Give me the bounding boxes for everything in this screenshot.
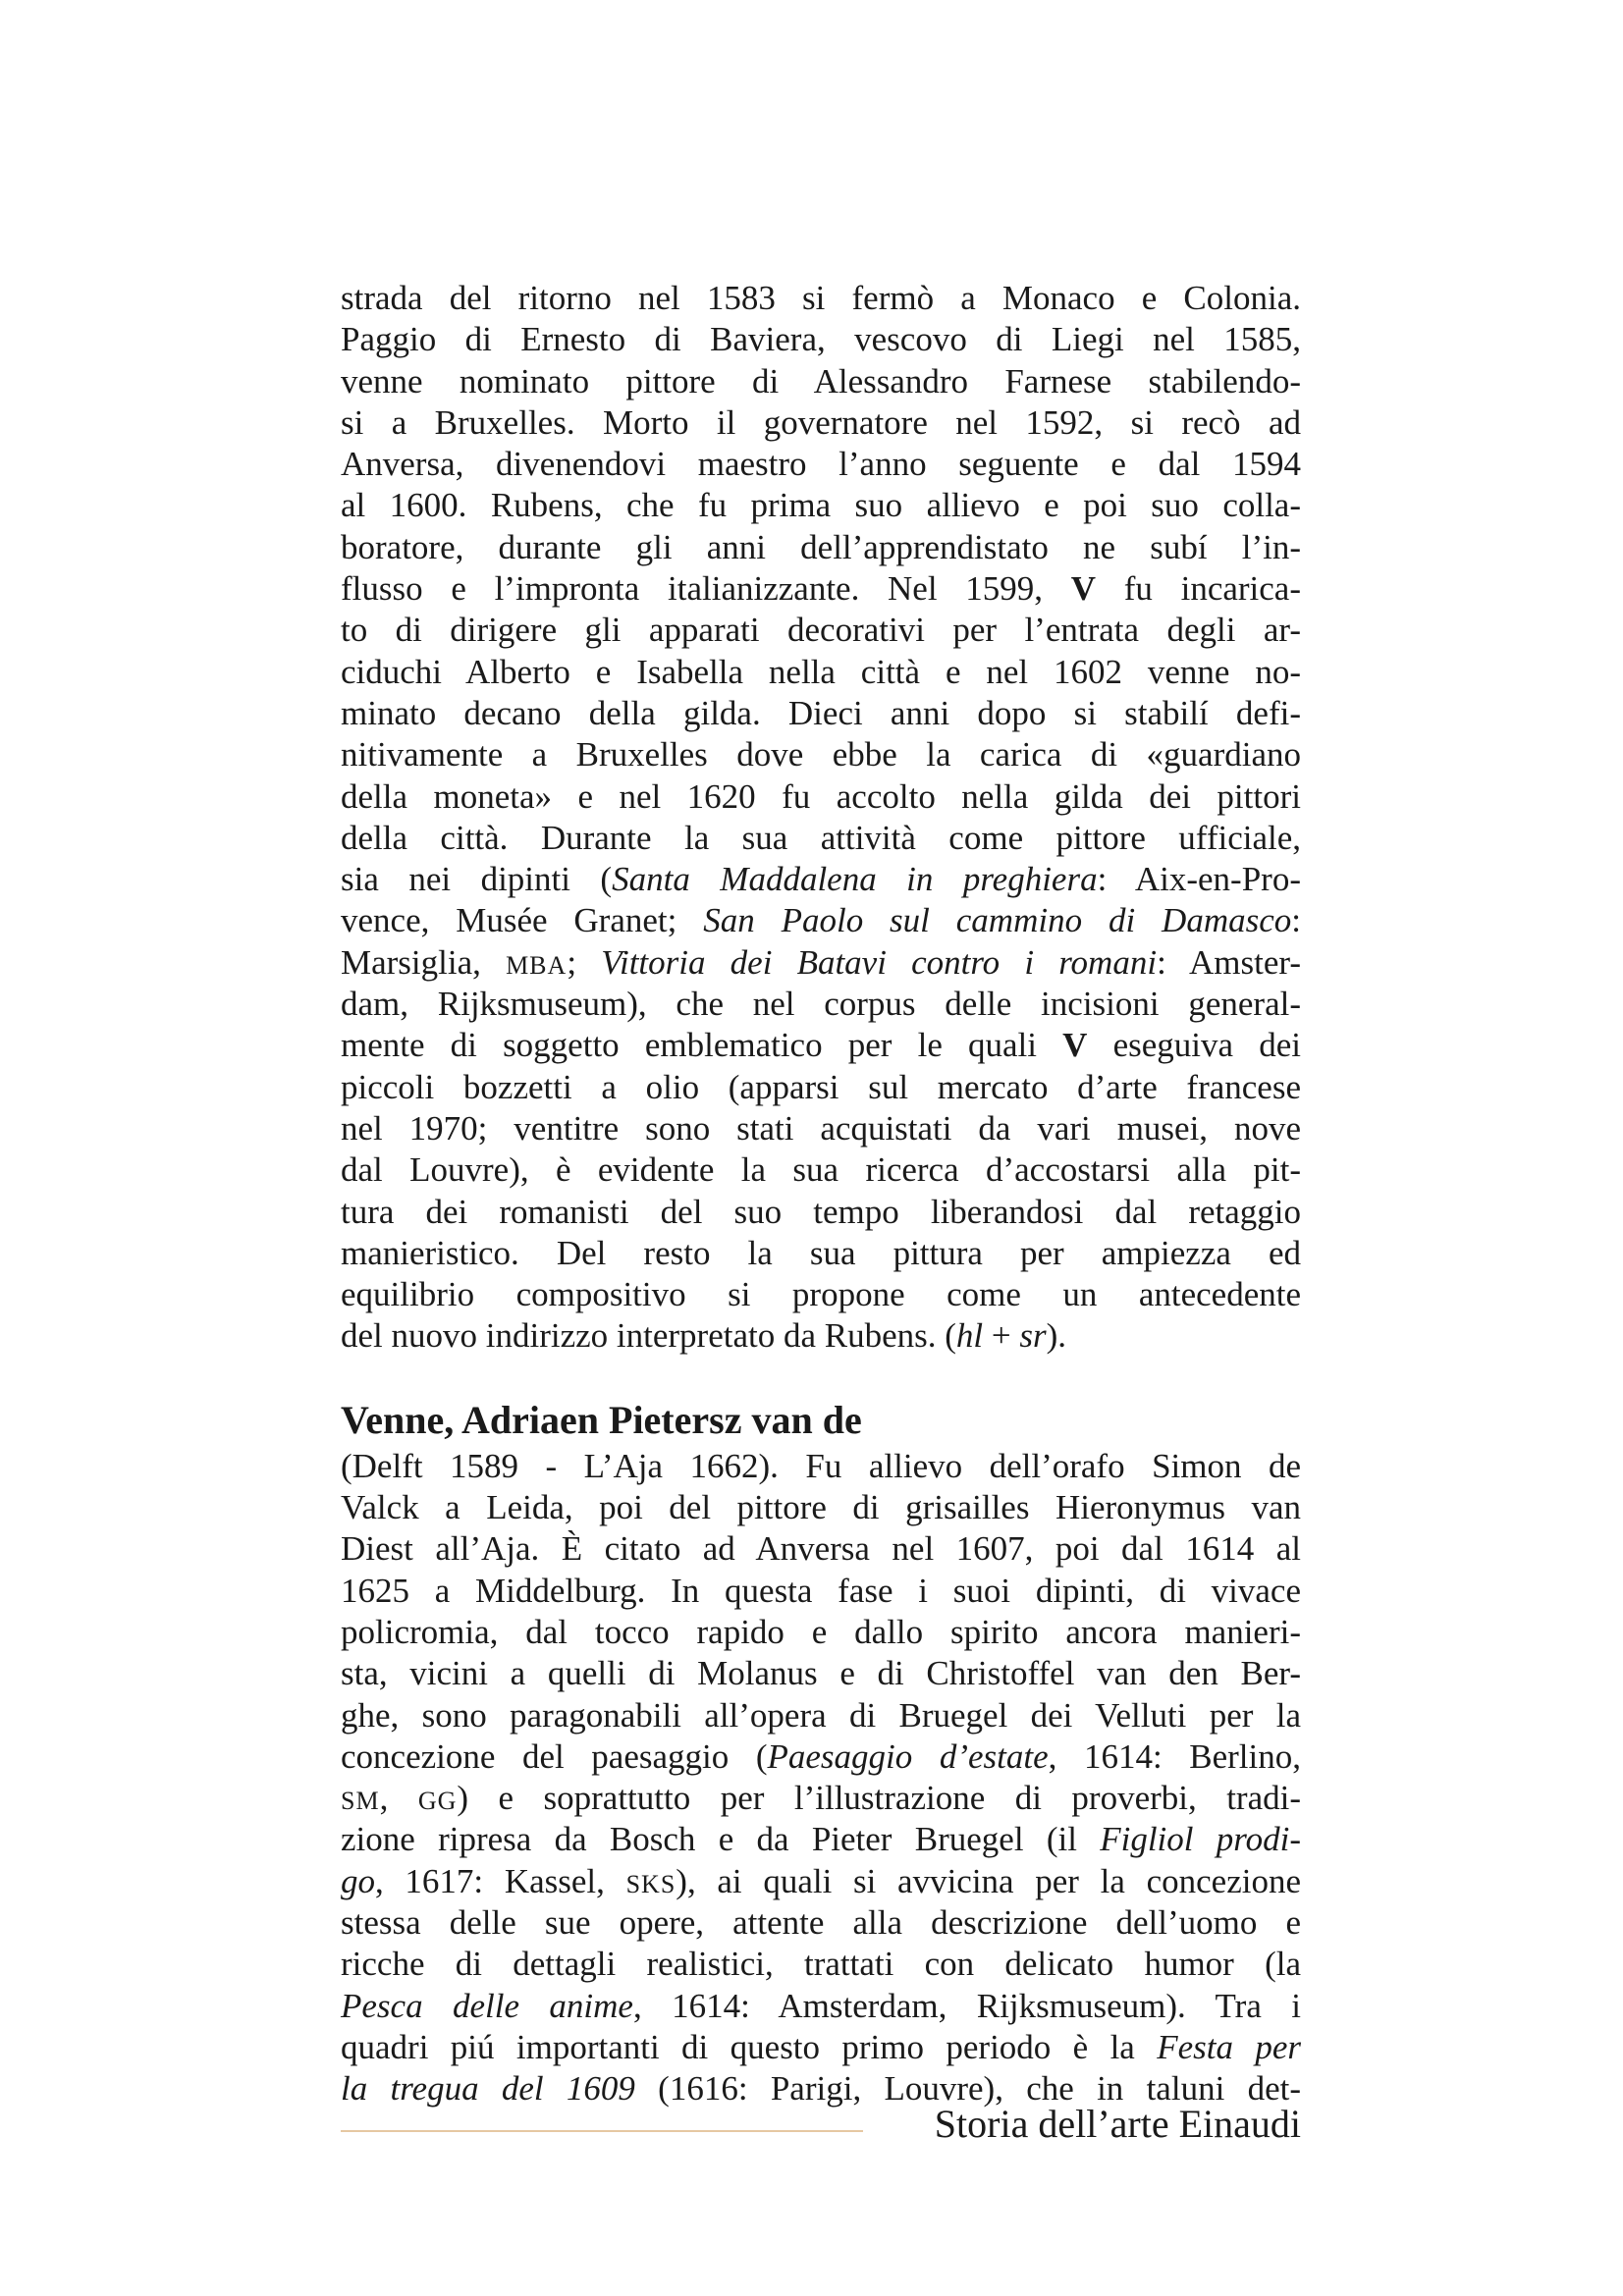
page-footer (341, 2085, 1301, 2144)
text-span: sta, vicini a quelli di Molanus e di Christoffel van den Ber- (341, 1654, 1301, 1693)
small-caps-abbrev: GG (417, 1787, 458, 1816)
italic-title: la tregua del 1609 (341, 2069, 635, 2109)
text-line (341, 1528, 1301, 1570)
text-span: ). (1046, 1316, 1067, 1356)
text-span: piccoli bozzetti a olio (apparsi sul mercato d’arte francese (341, 1067, 1301, 1106)
text-span: ; (567, 942, 602, 982)
italic-title: Santa Maddalena in preghiera (612, 860, 1098, 899)
text-span: ) e soprattutto per l’illustrazione di proverbi, tradi- (457, 1779, 1302, 1818)
text-span: sia nei dipinti ( (341, 860, 613, 899)
text-line (341, 1149, 1301, 1191)
text-span: stessa delle sue opere, attente alla descrizione dell’uomo e (341, 1902, 1301, 1942)
italic-title: sr (1019, 1316, 1047, 1356)
text-span: boratore, durante gli anni dell’apprendistato ne subí l’in- (341, 527, 1301, 566)
text-span: to di dirigere gli apparati decorativi per l’entrata degli ar- (341, 611, 1301, 650)
text-span: : Aix-en-Pro- (1097, 860, 1301, 899)
text-line (341, 485, 1301, 526)
text-line (341, 1736, 1301, 1778)
text-span: Diest all’Aja. È citato ad Anversa nel 1607, poi dal 1614 al (341, 1529, 1301, 1569)
text-span: del nuovo indirizzo interpretato da Rubens. ( (341, 1316, 956, 1356)
text-span: della città. Durante la sua attività come pittore ufficiale, (341, 818, 1301, 857)
text-line (341, 278, 1301, 319)
text-span: eseguiva dei (1087, 1026, 1301, 1065)
text-line (341, 2027, 1301, 2068)
text-line (341, 818, 1301, 859)
footer-title: Storia dell’arte Einaudi (934, 2102, 1301, 2146)
text-line (341, 1025, 1301, 1066)
text-line (341, 1861, 1301, 1902)
entry-title: Venne, Adriaen Pietersz van de (341, 1397, 862, 1442)
italic-title: Figliol prodi- (1100, 1820, 1301, 1859)
text-line (341, 319, 1301, 360)
text-line (341, 859, 1301, 900)
text-line (341, 942, 1301, 984)
text-line (341, 1067, 1301, 1108)
text-span: equilibrio compositivo si propone come un antecedente (341, 1275, 1301, 1314)
text-span: , 1614: Amsterdam, Rijksmuseum). Tra i (632, 1986, 1301, 2025)
text-line (341, 1819, 1301, 1860)
italic-title: Festa per (1157, 2027, 1301, 2066)
small-caps-abbrev: SM (341, 1787, 380, 1816)
page-content (341, 278, 1301, 2109)
footer-rule (341, 2130, 863, 2132)
text-span: ghe, sono paragonabili all’opera di Bruegel dei Velluti per la (341, 1695, 1301, 1735)
text-span: venne nominato pittore di Alessandro Farnese stabilendo- (341, 361, 1301, 400)
text-span: zione ripresa da Bosch e da Pieter Bruegel (il (341, 1820, 1101, 1859)
text-line (341, 568, 1301, 610)
text-span: mente di soggetto emblematico per le quali (341, 1026, 1063, 1065)
text-span: flusso e l’impronta italianizzante. Nel 1599, (341, 569, 1071, 609)
text-line (341, 1986, 1301, 2027)
small-caps-abbrev: SKS (625, 1869, 676, 1898)
text-line (341, 1944, 1301, 1985)
text-line (341, 361, 1301, 402)
text-line (341, 1612, 1301, 1653)
italic-title: Pesca delle anime (341, 1986, 633, 2025)
text-line (341, 1108, 1301, 1149)
text-line (341, 1653, 1301, 1694)
text-span: tura dei romanisti del suo tempo liberandosi dal retaggio (341, 1192, 1301, 1231)
small-caps-abbrev: MBA (506, 950, 568, 980)
entry-body (341, 1446, 1301, 2110)
text-span: : (1291, 901, 1301, 940)
text-line (341, 1233, 1301, 1274)
text-span: vence, Musée Granet; (341, 901, 704, 940)
text-span: Anversa, divenendovi maestro l’anno seguente e dal 1594 (341, 445, 1301, 484)
text-span: Valck a Leida, poi del pittore di grisailles Hieronymus van (341, 1488, 1301, 1527)
text-span: (Delft 1589 - L’Aja 1662). Fu allievo dell’orafo Simon de (341, 1446, 1301, 1485)
text-span: manieristico. Del resto la sua pittura per ampiezza ed (341, 1233, 1301, 1272)
italic-title: hl (955, 1316, 984, 1356)
text-span: concezione del paesaggio ( (341, 1736, 768, 1776)
text-line (341, 1446, 1301, 1487)
text-line (341, 1315, 1301, 1357)
text-span: 1625 a Middelburg. In questa fase i suoi dipinti, di vivace (341, 1571, 1301, 1610)
text-span: , 1617: Kassel, (375, 1861, 626, 1900)
text-span: strada del ritorno nel 1583 si fermò a Monaco e Colonia. (341, 279, 1301, 317)
text-line (341, 402, 1301, 444)
text-line (341, 1571, 1301, 1612)
italic-title: Vittoria dei Batavi contro i romani (601, 942, 1158, 982)
text-line (341, 652, 1301, 693)
text-line (341, 1778, 1301, 1819)
text-line (341, 1487, 1301, 1528)
text-span: della moneta» e nel 1620 fu accolto nella gilda dei pittori (341, 776, 1301, 816)
text-span: : Amster- (1157, 942, 1302, 982)
text-line (341, 444, 1301, 485)
text-line (341, 776, 1301, 818)
text-span: nitivamente a Bruxelles dove ebbe la carica di «guardiano (341, 735, 1301, 774)
text-line (341, 900, 1301, 941)
text-line (341, 1274, 1301, 1315)
previous-entry-continuation (341, 278, 1301, 1358)
text-span: policromia, dal tocco rapido e dallo spirito ancora manieri- (341, 1612, 1301, 1651)
text-span: al 1600. Rubens, che fu prima suo allievo e poi suo colla- (341, 486, 1301, 525)
text-span: ricche di dettagli realistici, trattati con delicato humor (la (341, 1945, 1301, 1984)
text-line (341, 984, 1301, 1025)
italic-title: Paesaggio d’estate (767, 1736, 1049, 1776)
bold-abbrev: V (1070, 569, 1097, 609)
text-span: fu incarica- (1096, 569, 1302, 609)
text-span: dam, Rijksmuseum), che nel corpus delle incisioni general- (341, 985, 1301, 1024)
text-line (341, 1902, 1301, 1944)
text-span: Paggio di Ernesto di Baviera, vescovo di Liegi nel 1585, (341, 320, 1301, 359)
text-line (341, 1192, 1301, 1233)
text-span: , (379, 1779, 418, 1818)
text-span: minato decano della gilda. Dieci anni dopo si stabilí defi- (341, 693, 1301, 732)
text-line (341, 610, 1301, 651)
text-span: nel 1970; ventitre sono stati acquistati da vari musei, nove (341, 1108, 1301, 1148)
text-line (341, 527, 1301, 568)
text-span: (1616: Parigi, Louvre), che in taluni det- (634, 2069, 1301, 2109)
text-span: dal Louvre), è evidente la sua ricerca d’accostarsi alla pit- (341, 1150, 1301, 1190)
text-span: Marsiglia, (341, 942, 507, 982)
text-line (341, 693, 1301, 734)
text-line (341, 1695, 1301, 1736)
text-span: ciduchi Alberto e Isabella nella città e nel 1602 venne no- (341, 652, 1301, 691)
text-span: + (983, 1316, 1020, 1356)
italic-title: San Paolo sul cammino di Damasco (703, 901, 1292, 940)
text-line (341, 734, 1301, 775)
italic-title: go (341, 1861, 375, 1900)
bold-abbrev: V (1062, 1026, 1088, 1065)
text-span: ), ai quali si avvicina per la concezione (676, 1861, 1301, 1900)
text-span: quadri piú importanti di questo primo periodo è la (341, 2027, 1158, 2066)
text-span: , 1614: Berlino, (1048, 1736, 1301, 1776)
text-span: si a Bruxelles. Morto il governatore nel 1592, si recò ad (341, 402, 1301, 442)
